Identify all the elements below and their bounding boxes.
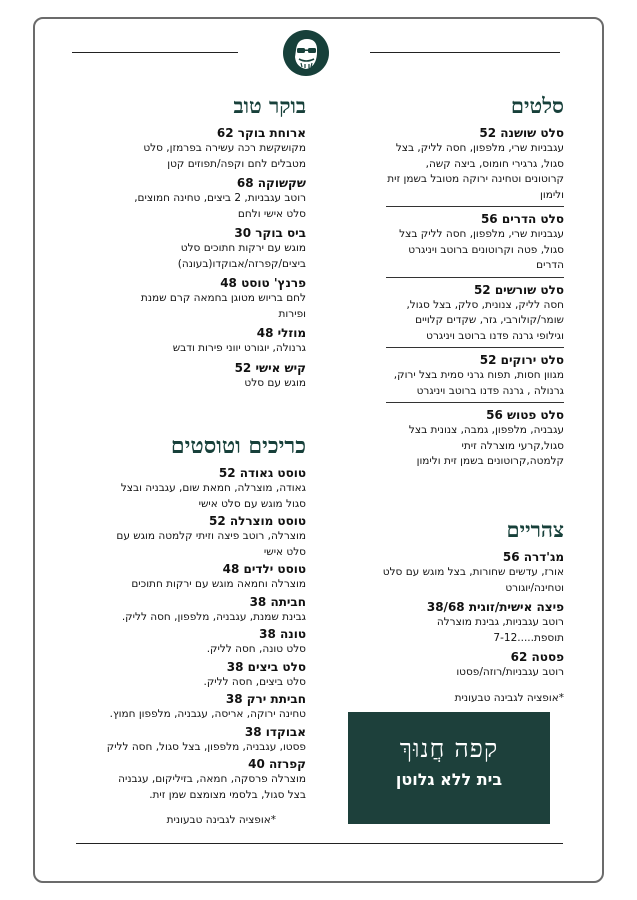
- item-desc: מוגש עם סלט: [244, 376, 306, 389]
- item-desc: גאודה, מוצרלה, חמאת שום, עגבניה ובצל סגול מוגש עם סלט אישי: [120, 482, 306, 510]
- item-desc: טחינה ירוקה, אריסה, עגבניה, מלפפון חמוץ.: [109, 708, 306, 720]
- item-title: סלט שורשים 52: [473, 282, 564, 297]
- item-desc: רוטב עגבניות/רוזה/פסטו: [456, 666, 564, 678]
- salads-title: סלטים: [510, 93, 564, 118]
- item-title: מוזלי 48: [256, 326, 306, 340]
- item-desc: רוטב עגבניות, גבינת מוצרלה תוספת.....7-12: [436, 616, 564, 644]
- brand-box: [348, 712, 550, 824]
- menu-item: [104, 561, 306, 593]
- menu-item: [386, 407, 564, 473]
- item-title: חביתה 38: [249, 594, 306, 609]
- item-desc: עגבניות שרי, מלפפון, חסה לליק, בצל סגול, גרגירי חומוס, ביצה קשה, קרוטונים וטחינה ירוקה מטובל בשמן זית ולימון: [387, 142, 564, 201]
- sandwiches-title: כריכים וטוסטים: [170, 433, 306, 459]
- menu-item: [386, 125, 564, 207]
- menu-item: [128, 325, 306, 357]
- top-divider-left: [72, 52, 238, 53]
- brand-name: קפה חֲנוּךְ: [399, 734, 499, 763]
- item-title: סלט שושנה 52: [479, 126, 564, 140]
- menu-item: [380, 549, 564, 596]
- vegan-note: *אופציה לגבינה טבעונית: [166, 814, 276, 826]
- menu-item: [128, 225, 306, 272]
- menu-item: [104, 465, 306, 512]
- item-desc: מוצרלה, רוטב פיצה וזיתי קלמטה מוגש עם סלט אישי: [116, 530, 306, 558]
- item-desc: גרנולה, יוגורט יווני פירות ודבש: [172, 342, 306, 354]
- salads-section: [386, 93, 564, 477]
- item-title: פיצה אישית/זוגית 38/68: [426, 600, 564, 614]
- item-title: קיש אישי 52: [234, 360, 306, 375]
- item-desc: עגבניות שרי, מלפפון, חסה לליק בצל סגול, פטה וקרוטונים ברוטב ויניגרט הדרים: [399, 228, 564, 271]
- item-desc: מגוון חסות, תפוח גרני סמית בצל ירוק, גרנולה , גרנה פדנו ברוטב ויניגרט: [393, 369, 564, 397]
- item-desc: סלט טונה, חסה לליק.: [206, 643, 306, 655]
- item-desc: פסטו, עגבניה, מלפפון, בצל סגול, חסה לליק: [106, 740, 306, 753]
- menu-item: [104, 659, 306, 691]
- menu-item: [104, 756, 306, 803]
- item-desc: גבינת שמנת, עגבניה, מלפפון, חסה לליק.: [121, 610, 306, 623]
- item-desc: לחם בריוש מטוגן בחמאה קרם שמנת ופירות: [140, 292, 306, 320]
- logo: [283, 30, 329, 76]
- bottom-divider: [76, 843, 563, 844]
- item-title: שקשוקה 68: [236, 176, 306, 190]
- item-title: מג'דרה 56: [502, 550, 564, 564]
- item-title: פרנץ' טוסט 48: [220, 276, 306, 290]
- item-desc: עגבניה, מלפפון, גמבה, צנונית בצל סגול,קרעי מוצרלה זיתי קלמטה,קרוטונים בשמן זית ולימון: [408, 424, 564, 467]
- item-title: סלט הדרים 56: [480, 212, 564, 226]
- menu-item: [104, 513, 306, 560]
- menu-item: [128, 125, 306, 172]
- item-title: טונה 38: [259, 627, 306, 641]
- lunch-title: צהריים: [506, 517, 564, 542]
- item-desc: אורז, עדשים שחורות, בצל מוגש עם סלט וטחינה/יוגורט: [382, 566, 564, 594]
- item-desc: מקושקשת רכה עשירה בפרמזן, סלט מטבלים לחם וקפה/תפוזים קטן: [143, 142, 306, 170]
- menu-item: [380, 649, 564, 681]
- brand-tagline: בית ללא גלוטן: [395, 770, 503, 789]
- item-title: ארוחת בוקר 62: [216, 126, 306, 140]
- item-desc: מוצרלה וחמאה מוגש עם ירקות חתוכים: [131, 578, 306, 590]
- breakfast-section: [128, 93, 306, 394]
- menu-item: [104, 626, 306, 658]
- breakfast-title: בוקר טוב: [233, 93, 306, 118]
- item-desc: מוצרלה פרסקה, חמאה, בזיליקום, עגבניה בצל סגול, בלסמי מצומצם שמן זית.: [118, 773, 306, 801]
- menu-item: [128, 360, 306, 392]
- item-title: פסטה 62: [510, 650, 564, 664]
- menu-item: [386, 282, 564, 349]
- menu-item: [104, 594, 306, 626]
- vegan-note: *אופציה לגבינה טבעונית: [454, 691, 564, 704]
- item-title: טוסט ילדים 48: [222, 562, 306, 576]
- item-desc: רוטב עגבניות, 2 ביצים, טחינה חמוצים, סלט אישי ולחם: [134, 192, 306, 220]
- lunch-section: [380, 517, 564, 705]
- item-title: אבוקדו 38: [244, 724, 306, 739]
- sandwiches-section: [104, 433, 306, 827]
- bearded-face-icon: [283, 30, 329, 76]
- item-title: חביתת ירק 38: [225, 692, 306, 706]
- menu-item: [386, 352, 564, 403]
- top-divider-right: [370, 52, 560, 53]
- item-desc: סלט ביצים, חסה לליק.: [203, 675, 306, 688]
- item-title: סלט ירוקים 52: [479, 353, 564, 367]
- item-desc: חסה לליק, צנונית, סלק, בצל סגול, שומר/קולורבי, גזר, שקדים קלויים וגילופי גרנה פדנו ברוטב ויניגרט: [406, 298, 564, 342]
- menu-item: [380, 599, 564, 646]
- item-title: טוסט מוצרלה 52: [209, 514, 306, 528]
- menu-item: [386, 211, 564, 278]
- item-title: סלט ביצים 38: [226, 659, 306, 674]
- item-desc: מוגש עם ירקות חתוכים סלט ביצים/קפרזה/אבוקדו(בעונה): [177, 242, 306, 270]
- menu-item: [104, 724, 306, 756]
- menu-item: [128, 175, 306, 222]
- item-title: קפרזה 40: [248, 757, 306, 771]
- item-title: טוסט גאודה 52: [218, 466, 306, 480]
- menu-item: [104, 691, 306, 723]
- menu-item: [128, 275, 306, 322]
- item-title: סלט פטוש 56: [486, 408, 564, 422]
- item-title: ביס בוקר 30: [234, 226, 306, 240]
